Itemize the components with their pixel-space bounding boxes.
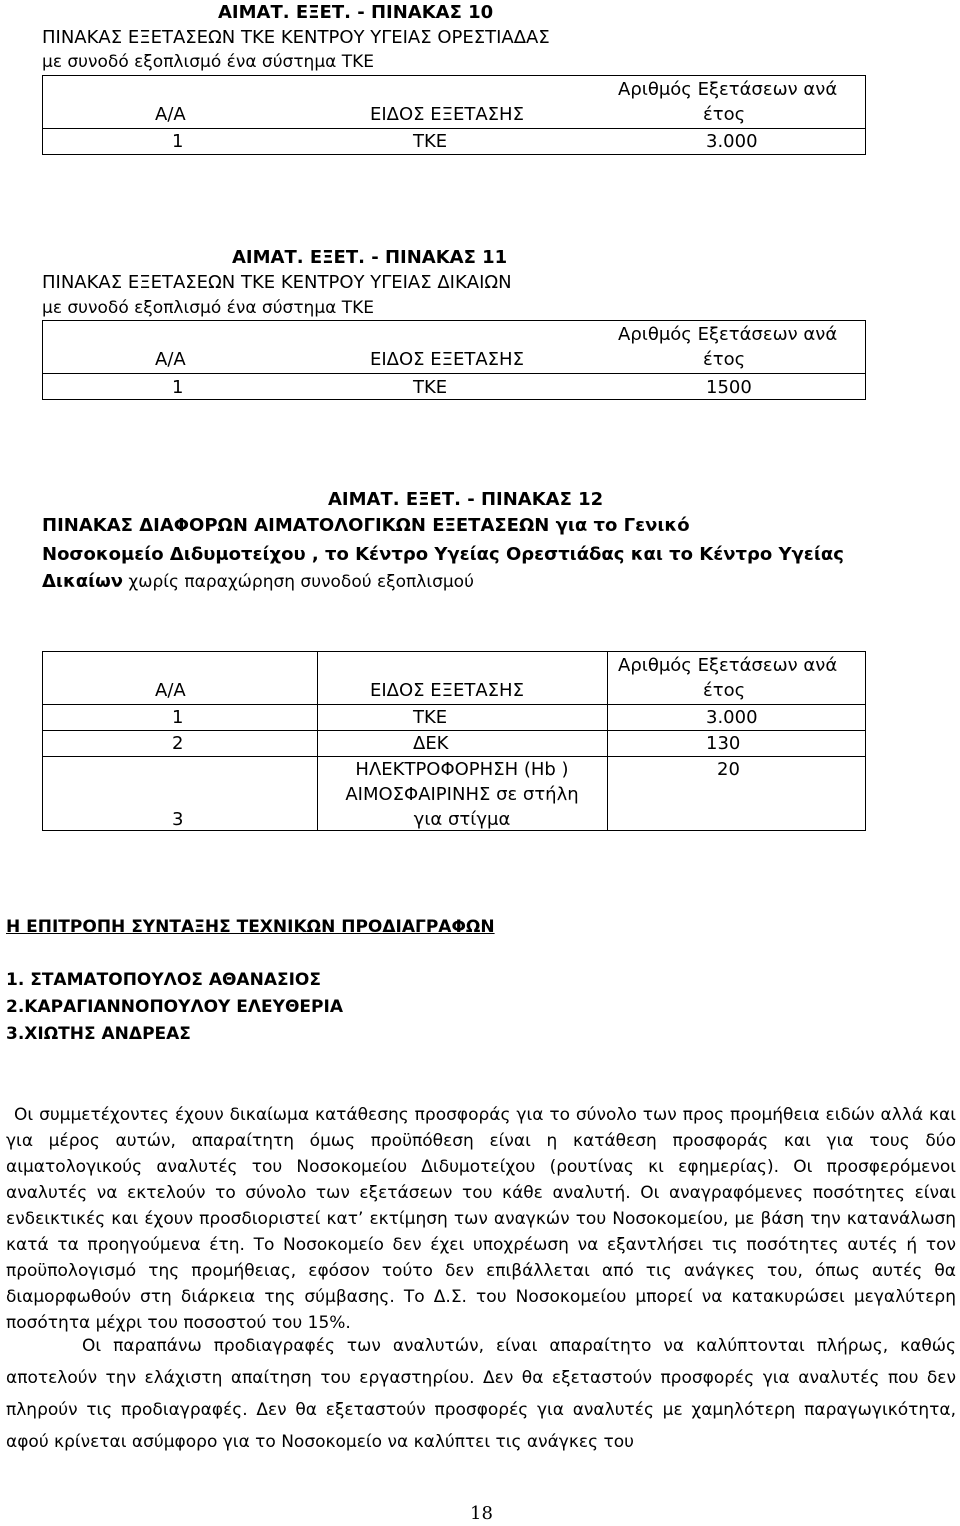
paragraph-terms bbox=[6, 1102, 956, 1336]
table-cell-type: ΔΕΚ bbox=[413, 733, 449, 754]
section10-title: ΠΙΝΑΚΑΣ ΕΞΕΤΑΣΕΩΝ ΤΚΕ ΚΕΝΤΡΟΥ ΥΓΕΙΑΣ ΟΡΕΣΤΙΑΔΑΣ bbox=[42, 27, 550, 48]
section12-title-line2: Νοσοκομείο Διδυμοτείχου , το Κέντρο Υγείας Ορεστιάδας και το Κέντρο Υγείας bbox=[42, 544, 844, 565]
page-number: 18 bbox=[470, 1503, 493, 1524]
table-cell-desc-line2: ΑΙΜΟΣΦΑΙΡΙΝΗΣ σε στήλη bbox=[345, 784, 579, 805]
section10-subtitle: με συνοδό εξοπλισμό ένα σύστημα ΤΚΕ bbox=[42, 52, 375, 72]
table-cell-desc-line1: ΗΛΕΚΤΡΟΦΟΡΗΣΗ (Hb ) bbox=[355, 759, 569, 780]
section10-heading: ΑΙΜΑΤ. ΕΞΕΤ. - ΠΙΝΑΚΑΣ 10 bbox=[218, 2, 494, 23]
section12-title-line1: ΠΙΝΑΚΑΣ ΔΙΑΦΟΡΩΝ ΑΙΜΑΤΟΛΟΓΙΚΩΝ ΕΞΕΤΑΣΕΩΝ για το Γενικό bbox=[42, 515, 690, 536]
section11-subtitle: με συνοδό εξοπλισμό ένα σύστημα ΤΚΕ bbox=[42, 298, 375, 318]
table-cell-num: 3 bbox=[172, 809, 184, 830]
table-cell-value: 20 bbox=[717, 759, 740, 780]
col-header-year: έτος bbox=[703, 104, 746, 125]
table-cell-num: 2 bbox=[172, 733, 184, 754]
table-cell-value: 3.000 bbox=[706, 707, 758, 728]
table-cell-num: 1 bbox=[172, 131, 184, 152]
section12-heading: ΑΙΜΑΤ. ΕΞΕΤ. - ΠΙΝΑΚΑΣ 12 bbox=[328, 489, 604, 510]
col-header-type: ΕΙΔΟΣ ΕΞΕΤΑΣΗΣ bbox=[370, 349, 524, 370]
committee-member: 3.ΧΙΩΤΗΣ ΑΝΔΡΕΑΣ bbox=[6, 1024, 191, 1044]
col-header-year: έτος bbox=[703, 680, 746, 701]
table-cell-type: ΤΚΕ bbox=[413, 707, 448, 728]
paragraph-terms-text: Οι συμμετέχοντες έχουν δικαίωμα κατάθεσης προσφοράς για το σύνολο των προς προμήθεια ειδών αλλά και για μέρος αυτών, απαραίτητη όμως προϋπόθεση είναι η κατάθεση προσφοράς και για τους δύο αιματολογικούς αναλυτές του Νοσοκομείου Διδυμοτείχου (ρουτίνας κι εφημερίας). Οι προσφερόμενοι αναλυτές να εκτελούν το σύνολο των εξετάσεων του κάθε αναλυτή. Οι αναγραφόμενες ποσότητες είναι ενδεικτικές και έχουν προσδιοριστεί κατ’ εκτίμηση των αναγκών του Νοσοκομείου, με βάση την κατανάλωση κατά τα προηγούμενα έτη. Το Νοσοκομείο δεν έχει υποχρέωση να εξαντλήσει τις ποσότητες αυτές ή τον προϋπολογισμό της προμήθειας, εφόσον τούτο δεν επιβάλλεται από τις ανάγκες του, όπως αυτές θα διαμορφωθούν στη διάρκεια της σύμβασης. Το Δ.Σ. του Νοσοκομείου μπορεί να κατακυρώσει μεγαλύτερη ποσότητα μέχρι του ποσοστού του 15%. bbox=[6, 1105, 956, 1333]
col-header-count: Αριθμός Εξετάσεων ανά bbox=[618, 324, 838, 345]
paragraph-specs bbox=[6, 1330, 956, 1458]
col-header-year: έτος bbox=[703, 349, 746, 370]
table-cell-desc-line3: για στίγμα bbox=[413, 809, 511, 830]
table-cell-type: ΤΚΕ bbox=[413, 131, 448, 152]
committee-member: 2.ΚΑΡΑΓΙΑΝΝΟΠΟΥΛΟΥ ΕΛΕΥΘΕΡΙΑ bbox=[6, 997, 343, 1017]
table-cell-num: 1 bbox=[172, 377, 184, 398]
col-header-aa: Α/Α bbox=[155, 104, 186, 125]
section11-title: ΠΙΝΑΚΑΣ ΕΞΕΤΑΣΕΩΝ ΤΚΕ ΚΕΝΤΡΟΥ ΥΓΕΙΑΣ ΔΙΚΑΙΩΝ bbox=[42, 272, 512, 293]
section12-title-line3-rest: χωρίς παραχώρηση συνοδού εξοπλισμού bbox=[123, 572, 474, 592]
table-cell-value: 1500 bbox=[706, 377, 752, 398]
paragraph-specs-text: Οι παραπάνω προδιαγραφές των αναλυτών, είναι απαραίτητο να καλύπτονται πλήρως, καθώς αποτελούν την ελάχιστη απαίτηση του εργαστηρίου. Δεν θα εξεταστούν προσφορές για αναλυτές που δεν πληρούν τις προδιαγραφές. Δεν θα εξεταστούν προσφορές για αναλυτές με χαμηλότερη παραγωγικότητα, αφού κρίνεται ασύμφορο για το Νοσοκομείο να καλύπτει τις ανάγκες του bbox=[6, 1336, 956, 1452]
table-cell-type: ΤΚΕ bbox=[413, 377, 448, 398]
section12-title-line3 bbox=[42, 571, 474, 592]
table-cell-value: 3.000 bbox=[706, 131, 758, 152]
col-header-aa: Α/Α bbox=[155, 349, 186, 370]
committee-member: 1. ΣΤΑΜΑΤΟΠΟΥΛΟΣ ΑΘΑΝΑΣΙΟΣ bbox=[6, 970, 321, 990]
col-header-aa: Α/Α bbox=[155, 680, 186, 701]
col-header-type: ΕΙΔΟΣ ΕΞΕΤΑΣΗΣ bbox=[370, 680, 524, 701]
committee-title: Η ΕΠΙΤΡΟΠΗ ΣΥΝΤΑΞΗΣ ΤΕΧΝΙΚΩΝ ΠΡΟΔΙΑΓΡΑΦΩΝ bbox=[6, 917, 495, 937]
section11-heading: ΑΙΜΑΤ. ΕΞΕΤ. - ΠΙΝΑΚΑΣ 11 bbox=[232, 247, 508, 268]
table-cell-num: 1 bbox=[172, 707, 184, 728]
col-header-count: Αριθμός Εξετάσεων ανά bbox=[618, 79, 838, 100]
table-cell-value: 130 bbox=[706, 733, 741, 754]
section12-title-line3-bold: Δικαίων bbox=[42, 571, 124, 592]
col-header-type: ΕΙΔΟΣ ΕΞΕΤΑΣΗΣ bbox=[370, 104, 524, 125]
col-header-count: Αριθμός Εξετάσεων ανά bbox=[618, 655, 838, 676]
